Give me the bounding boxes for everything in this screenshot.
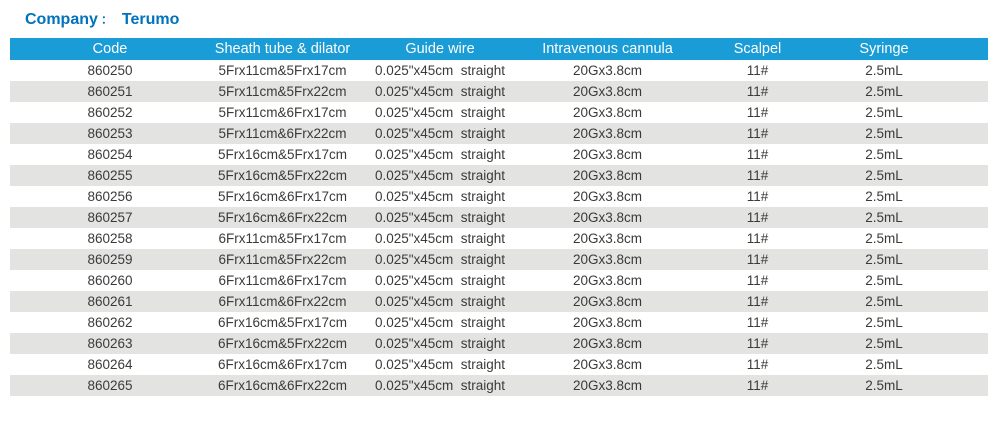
cell-code: 860256 [87,189,133,204]
cell-code: 860252 [87,105,133,120]
cell-guide: 0.025"x45cm straight [374,378,506,393]
cell-cannula: 20Gx3.8cm [572,147,643,162]
cell-sheath: 6Frx16cm&6Frx17cm [217,357,348,372]
table-row [10,312,988,333]
cell-code: 860261 [87,294,133,309]
cell-scalpel: 11# [746,336,769,351]
cell-code: 860262 [87,315,133,330]
cell-syringe: 2.5mL [865,357,903,372]
table-row [10,333,988,354]
cell-sheath: 5Frx16cm&6Frx22cm [217,210,348,225]
cell-guide: 0.025"x45cm straight [374,357,506,372]
cell-syringe: 2.5mL [865,63,903,78]
cell-syringe: 2.5mL [865,210,903,225]
column-header-cannula: Intravenous cannula [525,38,690,60]
table-row [10,291,988,312]
column-header-scalpel: Scalpel [690,38,825,60]
cell-code: 860258 [87,231,133,246]
cell-scalpel: 11# [746,147,769,162]
cell-cannula: 20Gx3.8cm [572,315,643,330]
cell-code: 860260 [87,273,133,288]
table-row [10,144,988,165]
table-row [10,249,988,270]
cell-guide: 0.025"x45cm straight [374,84,506,99]
cell-scalpel: 11# [746,273,769,288]
cell-guide: 0.025"x45cm straight [374,231,506,246]
cell-guide: 0.025"x45cm straight [374,189,506,204]
table-row [10,81,988,102]
cell-scalpel: 11# [746,189,769,204]
cell-syringe: 2.5mL [865,84,903,99]
cell-sheath: 6Frx11cm&5Frx17cm [218,231,347,246]
cell-sheath: 6Frx16cm&5Frx22cm [217,336,348,351]
cell-syringe: 2.5mL [865,189,903,204]
cell-code: 860265 [87,378,133,393]
cell-syringe: 2.5mL [865,147,903,162]
cell-syringe: 2.5mL [865,315,903,330]
cell-syringe: 2.5mL [865,126,903,141]
cell-guide: 0.025"x45cm straight [374,105,506,120]
cell-guide: 0.025"x45cm straight [374,273,506,288]
cell-syringe: 2.5mL [865,273,903,288]
cell-code: 860250 [87,63,133,78]
catalog-page [0,9,1000,396]
cell-guide: 0.025"x45cm straight [374,252,506,267]
cell-code: 860257 [87,210,133,225]
company-value: Terumo [121,11,180,28]
cell-guide: 0.025"x45cm straight [374,168,506,183]
product-spec-table [10,38,988,396]
cell-cannula: 20Gx3.8cm [572,84,643,99]
cell-scalpel: 11# [746,294,769,309]
cell-syringe: 2.5mL [865,252,903,267]
cell-cannula: 20Gx3.8cm [572,231,643,246]
table-row [10,60,988,81]
cell-cannula: 20Gx3.8cm [572,357,643,372]
cell-cannula: 20Gx3.8cm [572,273,643,288]
cell-cannula: 20Gx3.8cm [572,189,643,204]
cell-sheath: 6Frx16cm&5Frx17cm [217,315,348,330]
table-row [10,354,988,375]
column-header-syringe: Syringe [825,38,988,60]
cell-guide: 0.025"x45cm straight [374,315,506,330]
cell-syringe: 2.5mL [865,294,903,309]
table-row [10,165,988,186]
column-header-code: Code [10,38,210,60]
company-label: Company [25,11,98,28]
cell-sheath: 5Frx16cm&6Frx17cm [217,189,348,204]
column-header-guide: Guide wire [355,38,525,60]
cell-sheath: 6Frx16cm&6Frx22cm [217,378,348,393]
cell-cannula: 20Gx3.8cm [572,378,643,393]
cell-sheath: 5Frx16cm&5Frx17cm [217,147,348,162]
cell-guide: 0.025"x45cm straight [374,147,506,162]
cell-code: 860264 [87,357,133,372]
cell-scalpel: 11# [746,126,769,141]
cell-syringe: 2.5mL [865,231,903,246]
cell-guide: 0.025"x45cm straight [374,294,506,309]
cell-code: 860254 [87,147,133,162]
table-row [10,102,988,123]
cell-scalpel: 11# [746,84,769,99]
cell-guide: 0.025"x45cm straight [374,210,506,225]
cell-scalpel: 11# [746,210,769,225]
cell-sheath: 5Frx16cm&5Frx22cm [217,168,348,183]
cell-guide: 0.025"x45cm straight [374,63,506,78]
cell-code: 860259 [87,252,133,267]
cell-scalpel: 11# [746,105,769,120]
company-colon: ： [100,12,114,27]
cell-scalpel: 11# [746,252,769,267]
cell-sheath: 6Frx11cm&6Frx22cm [218,294,347,309]
cell-sheath: 6Frx11cm&5Frx22cm [218,252,347,267]
cell-guide: 0.025"x45cm straight [374,126,506,141]
cell-cannula: 20Gx3.8cm [572,126,643,141]
cell-cannula: 20Gx3.8cm [572,336,643,351]
table-row [10,186,988,207]
table-header-row [10,38,988,60]
table-row [10,228,988,249]
cell-cannula: 20Gx3.8cm [572,105,643,120]
cell-cannula: 20Gx3.8cm [572,63,643,78]
table-body [10,60,988,396]
cell-syringe: 2.5mL [865,168,903,183]
table-row [10,123,988,144]
cell-cannula: 20Gx3.8cm [572,294,643,309]
cell-cannula: 20Gx3.8cm [572,168,643,183]
cell-sheath: 6Frx11cm&6Frx17cm [218,273,347,288]
cell-scalpel: 11# [746,378,769,393]
cell-sheath: 5Frx11cm&5Frx22cm [218,84,347,99]
cell-scalpel: 11# [746,168,769,183]
cell-code: 860253 [87,126,133,141]
cell-scalpel: 11# [746,315,769,330]
table-row [10,207,988,228]
table-row [10,375,988,396]
cell-scalpel: 11# [746,357,769,372]
cell-code: 860263 [87,336,133,351]
cell-syringe: 2.5mL [865,378,903,393]
cell-guide: 0.025"x45cm straight [374,336,506,351]
cell-sheath: 5Frx11cm&6Frx17cm [218,105,347,120]
company-line [25,9,1000,31]
cell-syringe: 2.5mL [865,336,903,351]
cell-syringe: 2.5mL [865,105,903,120]
cell-code: 860255 [87,168,133,183]
cell-scalpel: 11# [746,231,769,246]
cell-cannula: 20Gx3.8cm [572,210,643,225]
table-row [10,270,988,291]
cell-code: 860251 [87,84,133,99]
cell-cannula: 20Gx3.8cm [572,252,643,267]
column-header-sheath: Sheath tube & dilator [210,38,355,60]
cell-scalpel: 11# [746,63,769,78]
cell-sheath: 5Frx11cm&5Frx17cm [218,63,347,78]
cell-sheath: 5Frx11cm&6Frx22cm [218,126,347,141]
